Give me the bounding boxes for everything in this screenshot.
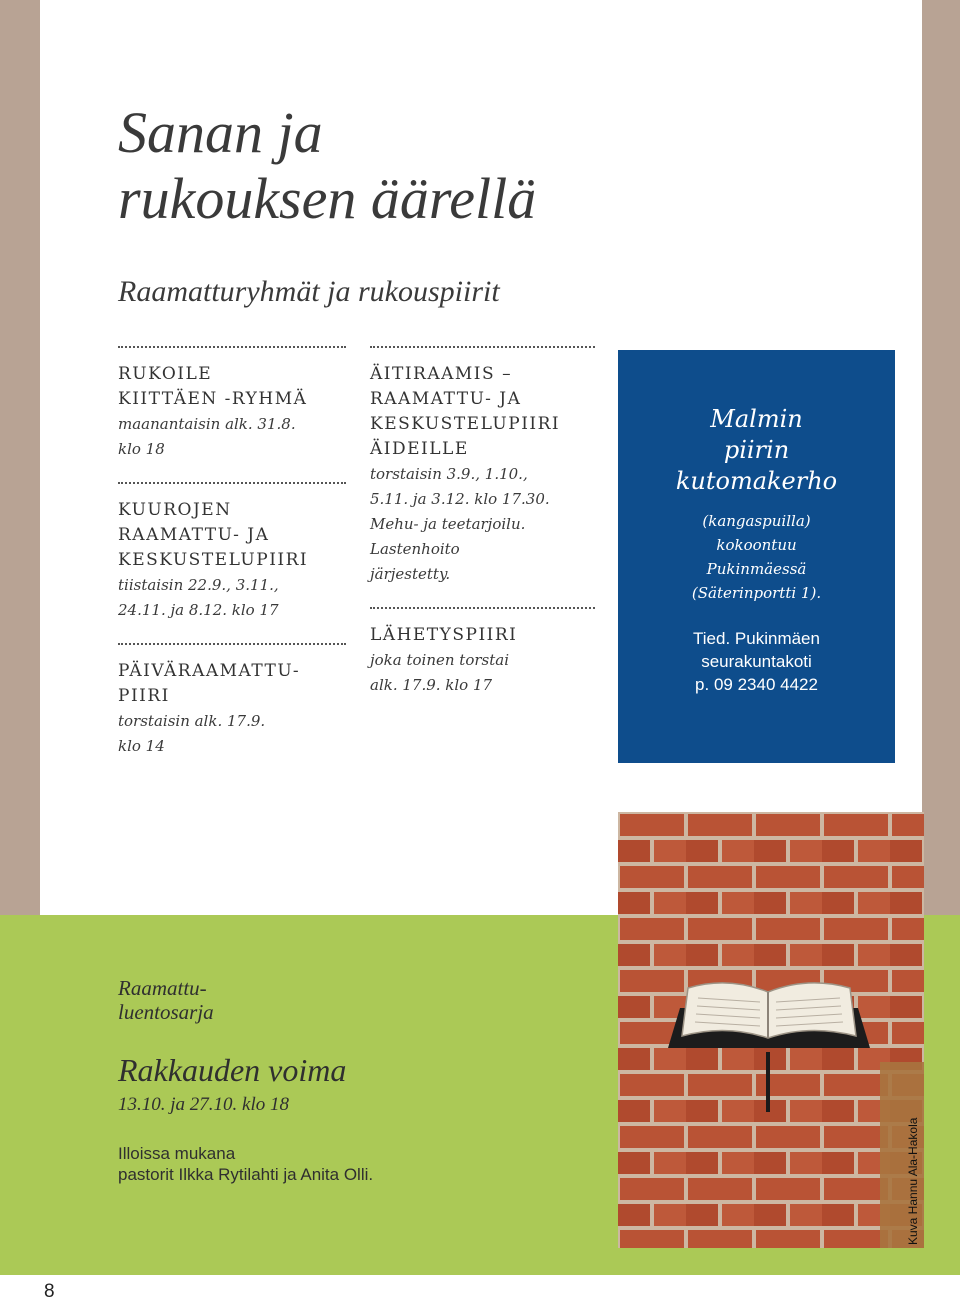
group-title-line: RAAMATTU- JA — [370, 389, 522, 409]
series-info-line: pastorit Ilkka Rytilahti ja Anita Olli. — [118, 1165, 374, 1184]
knitting-detail-line: Pukinmäessä — [706, 560, 807, 578]
group-title — [118, 362, 346, 412]
groups-column-middle — [370, 346, 595, 718]
knitting-detail-line: kokoontuu — [716, 536, 797, 554]
knitting-detail-line: (Säterinportti 1). — [691, 584, 822, 602]
group-title-line: RUKOILE — [118, 364, 213, 384]
group-detail — [118, 573, 346, 623]
group-title-line: PÄIVÄRAAMATTU- — [118, 661, 301, 681]
lecture-series-dates: 13.10. ja 27.10. klo 18 — [118, 1094, 289, 1115]
group-title — [370, 362, 595, 462]
brick-wall-illustration — [618, 812, 924, 1248]
group-detail — [118, 709, 346, 759]
group-detail — [370, 648, 595, 698]
group-entry-rukoile — [118, 346, 346, 462]
group-title — [370, 623, 595, 648]
group-title-line: KESKUSTELUPIIRI — [370, 414, 561, 434]
knitting-club-title — [618, 404, 895, 497]
group-title-line: RAAMATTU- JA — [118, 525, 270, 545]
group-title-line: ÄITIRAAMIS – — [370, 364, 513, 384]
knitting-contact-line: p. 09 2340 4422 — [695, 675, 818, 694]
group-detail — [370, 462, 595, 587]
page-title-line-2: rukouksen äärellä — [118, 166, 537, 231]
group-detail-line: tiistaisin 22.9., 3.11., — [118, 576, 279, 594]
groups-column-left — [118, 346, 346, 779]
group-detail-line: 5.11. ja 3.12. klo 17.30. — [370, 490, 550, 508]
series-label-line: luentosarja — [118, 1000, 214, 1024]
group-title — [118, 659, 346, 709]
series-label-line: Raamattu- — [118, 976, 207, 1000]
group-detail-line: torstaisin alk. 17.9. — [118, 712, 266, 730]
photo-credit: Kuva Hannu Ala-Hakola — [906, 1117, 920, 1245]
bible-on-brick-wall-photo — [618, 812, 924, 1248]
group-title-line: KESKUSTELUPIIRI — [118, 550, 309, 570]
page-title — [118, 100, 536, 232]
lecture-series-title: Rakkauden voima — [118, 1052, 347, 1088]
knitting-detail-line: (kangaspuilla) — [702, 512, 811, 530]
group-title — [118, 498, 346, 573]
group-detail-line: torstaisin 3.9., 1.10., — [370, 465, 528, 483]
page-footer — [0, 1275, 960, 1310]
lecture-series-info — [118, 1143, 373, 1185]
knitting-title-line: piirin — [723, 436, 790, 464]
group-detail-line: alk. 17.9. klo 17 — [370, 676, 493, 694]
knitting-club-contact — [618, 627, 895, 696]
group-detail-line: klo 18 — [118, 440, 165, 458]
page-title-line-1: Sanan ja — [118, 100, 323, 165]
group-title-line: LÄHETYSPIIRI — [370, 625, 518, 645]
knitting-club-detail — [618, 509, 895, 605]
knitting-contact-line: seurakuntakoti — [701, 652, 812, 671]
group-title-line: KIITTÄEN -RYHMÄ — [118, 389, 308, 409]
group-detail-line: joka toinen torstai — [370, 651, 509, 669]
knitting-title-line: Malmin — [710, 405, 803, 433]
group-detail-line: Lastenhoito — [370, 540, 460, 558]
group-entry-aitiraamis — [370, 346, 595, 587]
group-title-line: KUUROJEN — [118, 500, 232, 520]
group-title-line: PIIRI — [118, 686, 170, 706]
group-title-line: ÄIDEILLE — [370, 439, 469, 459]
group-detail-line: 24.11. ja 8.12. klo 17 — [118, 601, 279, 619]
page-number: 8 — [44, 1281, 55, 1302]
series-info-line: Illoissa mukana — [118, 1144, 236, 1163]
group-entry-lahetyspiiri — [370, 607, 595, 698]
group-detail-line: maanantaisin alk. 31.8. — [118, 415, 296, 433]
group-entry-kuurojen — [118, 482, 346, 623]
knitting-title-line: kutomakerho — [675, 467, 838, 495]
group-detail-line: klo 14 — [118, 737, 165, 755]
knitting-contact-line: Tied. Pukinmäen — [693, 629, 820, 648]
lecture-series-label — [118, 976, 214, 1024]
group-entry-paivaraamattu — [118, 643, 346, 759]
group-detail-line: Mehu- ja teetarjoilu. — [370, 515, 526, 533]
group-detail-line: järjestetty. — [370, 565, 451, 583]
page-subtitle: Raamatturyhmät ja rukouspiirit — [118, 275, 500, 308]
group-detail — [118, 412, 346, 462]
knitting-club-box — [618, 350, 895, 763]
